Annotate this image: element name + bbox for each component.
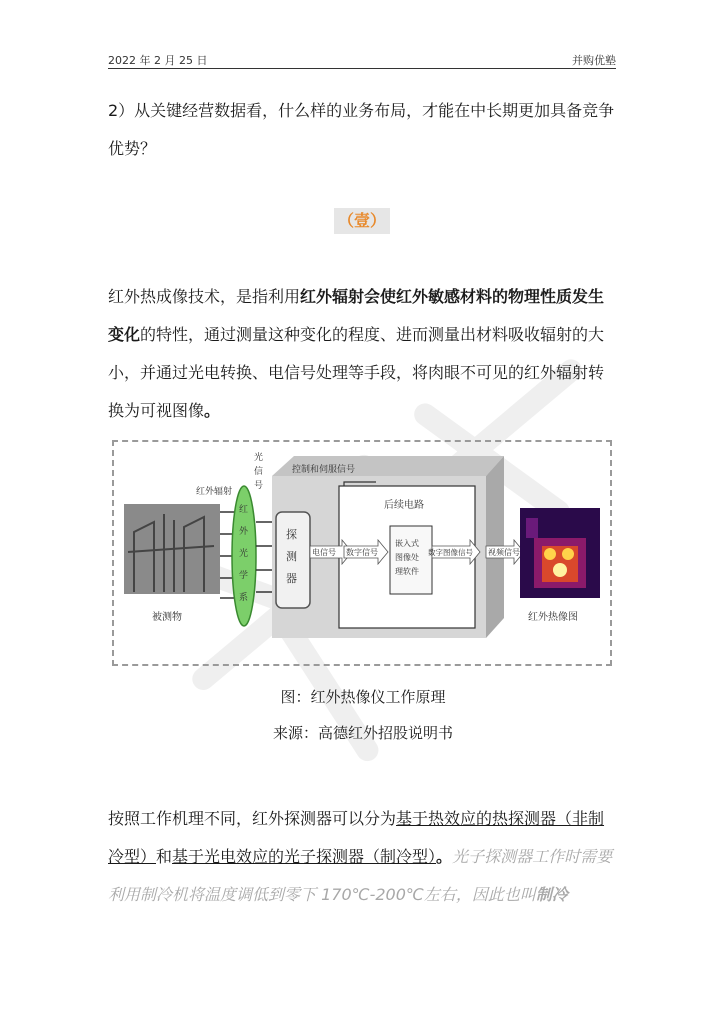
- label-light-signal: [254, 451, 263, 491]
- svg-text:理软件: 理软件: [395, 567, 419, 576]
- p2-gray-bold: 制冷: [535, 885, 568, 904]
- intro-end: 。: [204, 401, 221, 420]
- svg-text:测: 测: [286, 550, 297, 563]
- label-digital-image-signal: 数字图像信号: [428, 548, 473, 557]
- header-date: 2022 年 2 月 25 日: [108, 54, 208, 67]
- figure-caption: 图：红外热像仪工作原理: [280, 688, 446, 706]
- label-detector: [286, 527, 297, 585]
- svg-text:信: 信: [254, 467, 264, 477]
- question-paragraph: 2）从关键经营数据看，什么样的业务布局，才能在中长期更加具备竞争优势？: [108, 101, 615, 158]
- svg-text:器: 器: [286, 572, 297, 585]
- label-elec-signal: 电信号: [312, 548, 336, 557]
- label-post-circuit: 后续电路: [384, 500, 424, 511]
- svg-text:学: 学: [239, 571, 249, 581]
- intro-body: 的特性，通过测量这种变化的程度、进而测量出材料吸收辐射的大小，并通过光电转换、电信号处理等手段，将肉眼不可见的红外辐射转换为可视图像: [108, 325, 605, 420]
- figure-source: 来源：高德红外招股说明书: [272, 724, 453, 742]
- svg-text:号: 号: [254, 481, 264, 491]
- thermal-detector-term: 基于热效应的热探测器（非制冷型）: [108, 809, 605, 866]
- svg-text:系: 系: [239, 593, 249, 603]
- p2-text-2: 和: [156, 847, 173, 866]
- figure-diagram: [112, 440, 612, 666]
- label-thermal-image: 红外热像图: [528, 612, 578, 623]
- label-embedded: [395, 538, 419, 576]
- label-video-signal: 视频信号: [488, 548, 520, 557]
- page-header: [108, 52, 616, 68]
- svg-text:光: 光: [254, 453, 264, 463]
- photon-detector-term: 基于光电效应的光子探测器（制冷型）: [172, 847, 437, 866]
- label-ir-radiation: 红外辐射: [196, 487, 233, 497]
- label-control-signal: 控制和伺服信号: [292, 465, 356, 475]
- header-brand: 并购优塾: [572, 54, 616, 67]
- label-object: 被测物: [152, 612, 182, 623]
- p2-text-3: 。: [436, 847, 453, 866]
- svg-text:探: 探: [286, 528, 297, 541]
- intro-bold: 红外辐射会使红外敏感材料的物理性质发生变化: [108, 287, 605, 344]
- p2-gray-text: 光子探测器工作时需要利用制冷机将温度调低到零下 170℃-200℃左右，因此也叫: [108, 847, 613, 904]
- header-divider: [108, 68, 616, 69]
- p2-text-1: 按照工作机理不同，红外探测器可以分为: [108, 809, 397, 828]
- svg-text:光: 光: [239, 549, 249, 559]
- intro-lead: 红外热成像技术，是指利用: [108, 287, 301, 306]
- label-digital-signal: 数字信号: [346, 548, 378, 557]
- diagram-svg: [114, 442, 610, 664]
- svg-text:外: 外: [239, 527, 249, 537]
- intro-paragraph: [108, 278, 618, 430]
- svg-text:红: 红: [239, 505, 249, 515]
- svg-text:图像处: 图像处: [395, 553, 419, 562]
- section-tag: （壹）: [334, 208, 390, 234]
- svg-text:嵌入式: 嵌入式: [395, 539, 419, 548]
- detector-types-paragraph: [108, 800, 618, 914]
